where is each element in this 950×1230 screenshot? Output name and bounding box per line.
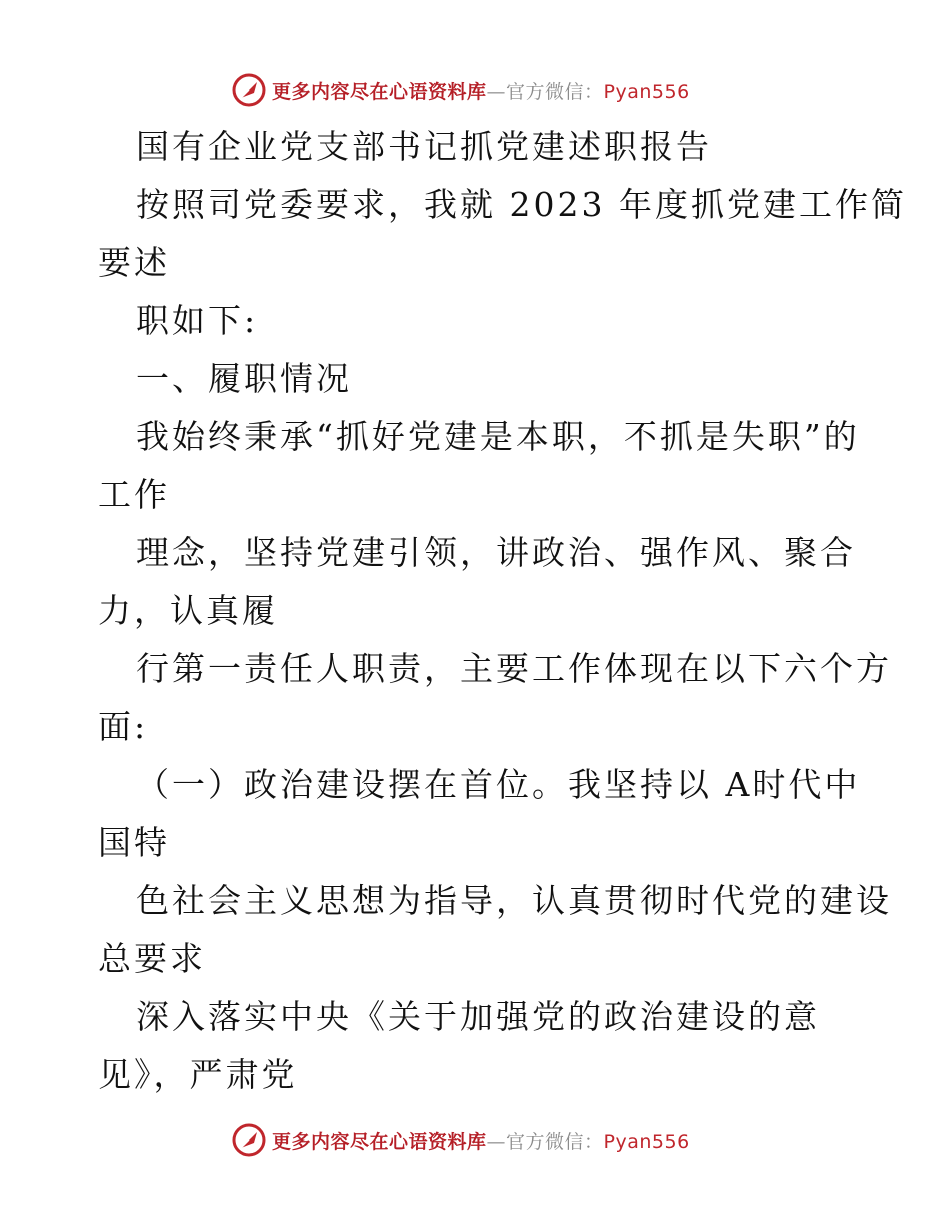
paragraph-line: 力，认真履 [98,591,278,630]
paragraph-line: 见》，严肃党 [98,1055,298,1094]
banner-wechat-id: Pyan556 [603,80,690,103]
paragraph-line: 色社会主义思想为指导，认真贯彻时代党的建设 [136,881,892,920]
banner-wechat-label: 官方微信： [506,1130,604,1153]
banner-dash: — [486,80,507,103]
paragraph-line: 深入落实中央《关于加强党的政治建设的意 [136,997,820,1036]
document-title: 国有企业党支部书记抓党建述职报告 [136,127,712,166]
banner-dash: — [486,1130,507,1153]
header-banner [232,70,752,110]
banner-wechat-label: 官方微信： [506,80,604,103]
paragraph-line: 行第一责任人职责，主要工作体现在以下六个方 [136,649,892,688]
banner-main-text: 更多内容尽在心语资料库 [272,1130,487,1153]
paragraph-line: 要述 [98,243,170,282]
paragraph-line: 按照司党委要求，我就 2023 年度抓党建工作简 [136,185,907,224]
banner-text [272,1127,690,1154]
paragraph-line: 我始终秉承“抓好党建是本职，不抓是失职”的 [136,417,860,456]
footer-banner [232,1120,752,1160]
quill-logo-icon [232,73,266,107]
paragraph-line: 工作 [98,475,170,514]
paragraph-line: 总要求 [98,939,206,978]
paragraph-line: 国特 [98,823,170,862]
paragraph-line: 面: [98,707,149,746]
banner-wechat-id: Pyan556 [603,1130,690,1153]
paragraph-line: 理念，坚持党建引领，讲政治、强作风、聚合 [136,533,856,572]
subsection-heading: （一）政治建设摆在首位。我坚持以 A时代中 [136,765,861,804]
banner-text [272,77,690,104]
quill-logo-icon [232,1123,266,1157]
paragraph-line: 职如下: [136,301,259,340]
section-heading: 一、履职情况 [136,359,352,398]
banner-main-text: 更多内容尽在心语资料库 [272,80,487,103]
